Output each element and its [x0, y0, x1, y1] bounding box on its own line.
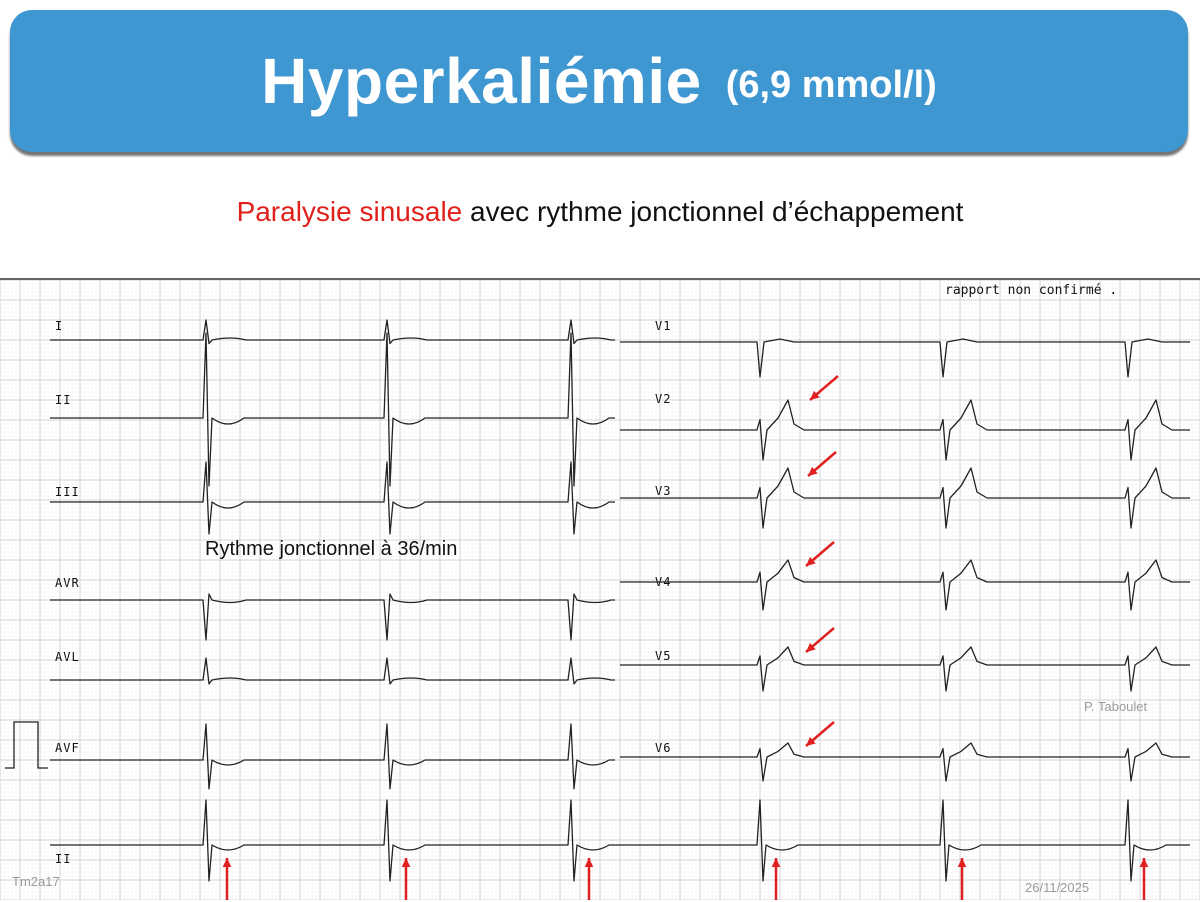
lead-label-V6: V6	[655, 741, 672, 755]
subtitle-highlight: Paralysie sinusale	[236, 196, 463, 227]
lead-label-AVF: AVF	[55, 741, 80, 755]
lead-label-V2: V2	[655, 392, 672, 406]
trace-lead-AVR	[50, 594, 615, 640]
subtitle-rest: avec rythme jonctionnel d’échappement	[462, 196, 964, 227]
arrow-qrs-4	[772, 858, 781, 900]
trace-lead-AVL	[50, 658, 615, 684]
lead-label-V3: V3	[655, 484, 672, 498]
ecg-strip	[0, 278, 1200, 902]
arrow-qrs-2	[402, 858, 411, 900]
lead-label-I: I	[55, 319, 64, 333]
arrow-qrs-5	[958, 858, 967, 900]
slide-code: Tm2a17	[12, 874, 60, 889]
lead-label-rhythm-II: II	[55, 852, 72, 866]
lead-label-V1: V1	[655, 319, 672, 333]
lead-label-AVR: AVR	[55, 576, 80, 590]
slide-date: 26/11/2025	[1025, 880, 1090, 895]
trace-lead-V5	[620, 647, 1190, 691]
trace-lead-V6	[620, 743, 1190, 781]
arrow-qrs-2-head	[402, 858, 411, 867]
grid-major-lines	[0, 280, 1200, 900]
trace-lead-III	[50, 462, 615, 534]
slide-title-sub: (6,9 mmol/l)	[725, 63, 937, 106]
title-banner	[10, 10, 1188, 152]
arrow-qrs-6	[1140, 858, 1149, 900]
calibration-pulse	[5, 722, 48, 768]
rhythm-caption: Rythme jonctionnel à 36/min	[205, 538, 458, 560]
lead-label-III: III	[55, 485, 80, 499]
arrow-qrs-6-head	[1140, 858, 1149, 867]
lead-label-V4: V4	[655, 575, 672, 589]
arrow-qrs-4-head	[772, 858, 781, 867]
report-note: rapport non confirmé .	[945, 283, 1118, 298]
trace-lead-V1	[620, 339, 1190, 377]
trace-lead-V3	[620, 468, 1190, 528]
arrow-qrs-3-head	[585, 858, 594, 867]
trace-lead-V2	[620, 400, 1190, 460]
trace-lead-AVF	[50, 724, 615, 789]
author-credit: P. Taboulet	[1084, 699, 1148, 714]
ecg-tracing	[0, 280, 1200, 900]
lead-label-V5: V5	[655, 649, 672, 663]
arrow-qrs-5-head	[958, 858, 967, 867]
annotation-arrows	[223, 376, 1149, 900]
trace-lead-V4	[620, 560, 1190, 610]
lead-label-II: II	[55, 393, 72, 407]
lead-label-AVL: AVL	[55, 650, 80, 664]
slide-subtitle	[0, 196, 1200, 228]
arrow-qrs-1-head	[223, 858, 232, 867]
ecg-grid	[0, 280, 1200, 900]
slide-title: Hyperkaliémie	[261, 45, 702, 117]
